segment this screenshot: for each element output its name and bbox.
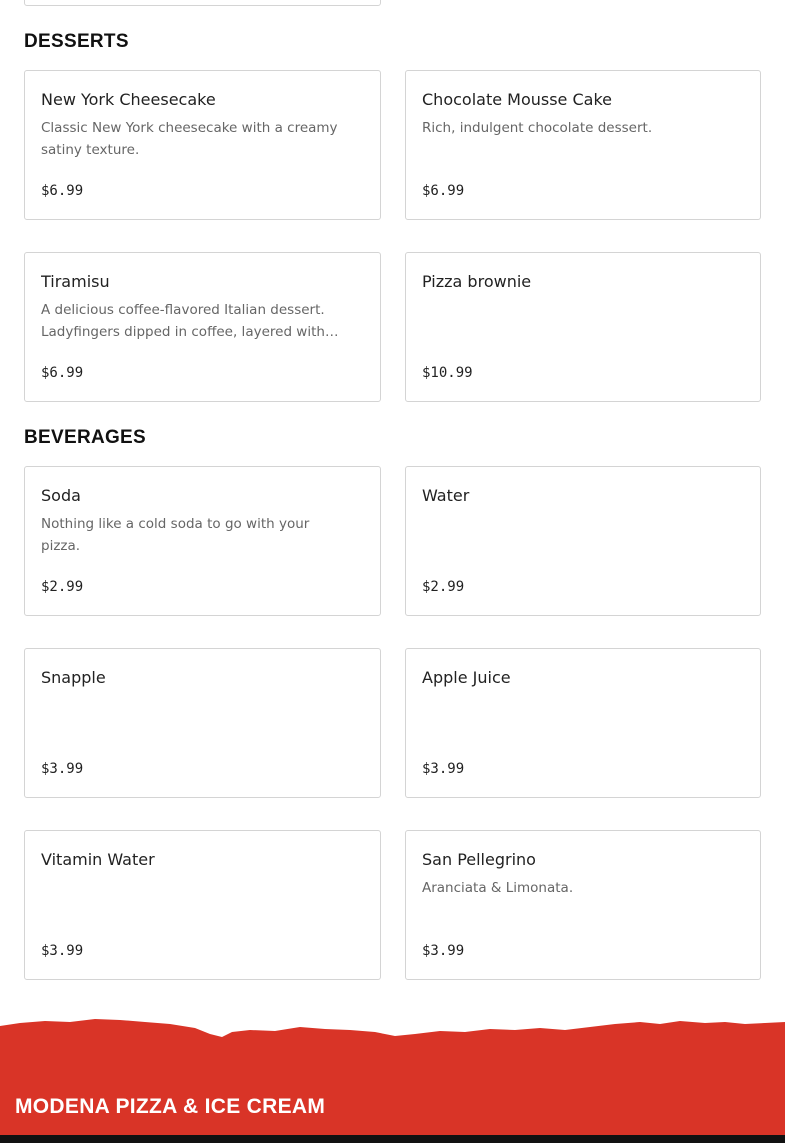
menu-item-card[interactable]: [405, 830, 761, 980]
menu-item-price: $6.99: [422, 183, 465, 199]
menu-item-price: $10.99: [422, 365, 473, 381]
menu-item-card[interactable]: [405, 252, 761, 402]
torn-paper-edge: [0, 1010, 785, 1050]
menu-item-name: Pizza brownie: [422, 272, 532, 291]
menu-item-name: Tiramisu: [41, 272, 110, 291]
menu-item-name: San Pellegrino: [422, 850, 536, 869]
menu-item-price: $3.99: [41, 943, 84, 959]
menu-item-price: $2.99: [422, 579, 465, 595]
menu-item-card[interactable]: [24, 252, 381, 402]
menu-item-description: Nothing like a cold soda to go with your pizza.: [41, 516, 310, 554]
menu-item-price: $6.99: [41, 365, 84, 381]
menu-item-name: Apple Juice: [422, 668, 511, 687]
footer-brand-name[interactable]: MODENA PIZZA & ICE CREAM: [15, 1095, 326, 1118]
menu-item-price: $6.99: [41, 183, 84, 199]
menu-item-card[interactable]: [405, 466, 761, 616]
menu-item-description: Rich, indulgent chocolate dessert.: [422, 120, 653, 136]
menu-item-price: $3.99: [41, 761, 84, 777]
menu-item-name: Vitamin Water: [41, 850, 155, 869]
section-title-beverages: BEVERAGES: [24, 427, 147, 448]
menu-item-description: Aranciata & Limonata.: [422, 880, 574, 896]
menu-item-name: Soda: [41, 486, 81, 505]
menu-item-description: Classic New York cheesecake with a creamy satiny texture.: [41, 120, 338, 158]
menu-item-name: Snapple: [41, 668, 106, 687]
menu-item-name: New York Cheesecake: [41, 90, 216, 109]
footer-background: [0, 1046, 785, 1135]
menu-item-price: $2.99: [41, 579, 84, 595]
menu-item-price: $3.99: [422, 943, 465, 959]
menu-item-name: Water: [422, 486, 470, 505]
menu-item-description: A delicious coffee-flavored Italian dessert. Ladyfingers dipped in coffee, layered with a: [41, 302, 338, 340]
menu-item-card[interactable]: [24, 70, 381, 220]
menu-item-name: Chocolate Mousse Cake: [422, 90, 612, 109]
menu-item-price: $3.99: [422, 761, 465, 777]
menu-item-card[interactable]: [24, 466, 381, 616]
menu-item-card[interactable]: [24, 648, 381, 798]
footer-bottom-bar: [0, 1135, 785, 1143]
section-title-desserts: DESSERTS: [24, 31, 129, 52]
menu-item-card[interactable]: [405, 70, 761, 220]
menu-item-card[interactable]: [405, 648, 761, 798]
site-footer: [0, 1010, 785, 1143]
previous-menu-item-card[interactable]: [24, 0, 381, 6]
menu-item-card[interactable]: [24, 830, 381, 980]
